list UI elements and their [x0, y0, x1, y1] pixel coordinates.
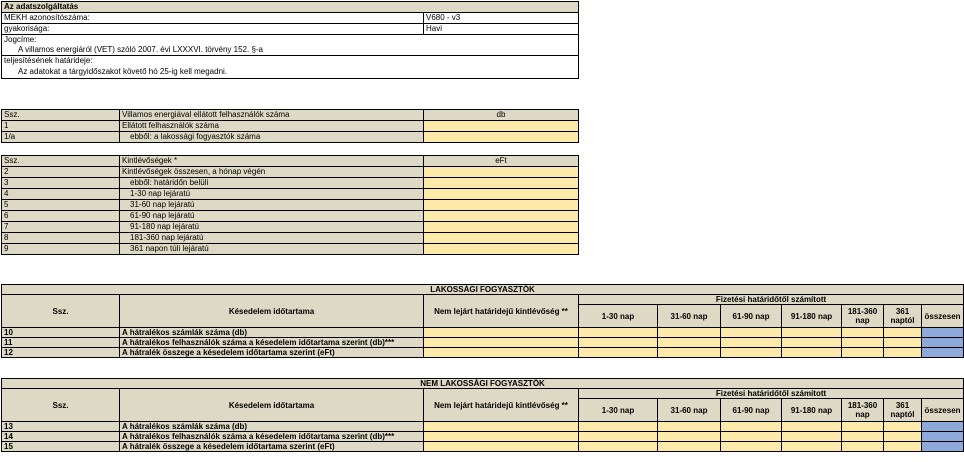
col-total: összesen	[922, 305, 964, 328]
row-label: 361 napon túli lejáratú	[120, 244, 424, 255]
input-cell[interactable]	[424, 422, 579, 432]
input-cell[interactable]	[782, 348, 842, 358]
input-cell[interactable]	[579, 442, 658, 452]
info-label: MEKH azonosítószáma:	[2, 13, 424, 24]
input-cell[interactable]	[658, 442, 721, 452]
input-cell[interactable]	[782, 442, 842, 452]
input-cell[interactable]	[782, 338, 842, 348]
row-ssz: 9	[2, 244, 120, 255]
row-label: A hátralék összege a késedelem időtartama szerint (eFt)	[120, 442, 424, 452]
col-31-60: 31-60 nap	[658, 399, 721, 422]
total-cell	[922, 422, 964, 432]
input-cell[interactable]	[424, 222, 579, 233]
input-cell[interactable]	[424, 189, 579, 200]
info-title: Az adatszolgáltatás	[2, 2, 579, 13]
input-cell[interactable]	[884, 348, 922, 358]
row-label: ebből: határidőn belüli	[120, 178, 424, 189]
input-cell[interactable]	[658, 348, 721, 358]
input-cell[interactable]	[782, 432, 842, 442]
row-label: Ellátott felhasználók száma	[120, 121, 424, 132]
debt-table	[1, 155, 579, 255]
input-cell[interactable]	[842, 422, 884, 432]
row-ssz: 1/a	[2, 132, 120, 143]
row-ssz: 4	[2, 189, 120, 200]
row-ssz: 12	[2, 348, 120, 358]
row-label: 31-60 nap lejáratú	[120, 200, 424, 211]
input-cell[interactable]	[721, 432, 782, 442]
deadline-text: Az adatokat a tárgyidőszakot követő hó 25-ig kell megadni.	[2, 66, 579, 79]
col-delay: Késedelem időtartama	[120, 295, 424, 328]
total-cell	[922, 442, 964, 452]
section-title: NEM LAKOSSÁGI FOGYASZTÓK	[2, 379, 964, 389]
col-ssz: Ssz.	[2, 156, 120, 167]
input-cell[interactable]	[782, 422, 842, 432]
col-361: 361 naptól	[884, 305, 922, 328]
input-cell[interactable]	[424, 121, 579, 132]
row-label: A hátralékos felhasználók száma a késedelem időtartama szerint (db)***	[120, 432, 424, 442]
nonresidential-table	[1, 378, 964, 452]
row-label: A hátralék összege a késedelem időtartama szerint (eFt)	[120, 348, 424, 358]
total-cell	[922, 338, 964, 348]
row-ssz: 11	[2, 338, 120, 348]
row-label: A hátralékos számlák száma (db)	[120, 422, 424, 432]
deadline-label: teljesítésének határideje:	[2, 56, 579, 67]
row-label: A hátralékos felhasználók száma a késedelem időtartama szerint (db)***	[120, 338, 424, 348]
row-label: A hátralékos számlák száma (db)	[120, 328, 424, 338]
input-cell[interactable]	[658, 338, 721, 348]
row-ssz: 5	[2, 200, 120, 211]
input-cell[interactable]	[721, 348, 782, 358]
col-unit: db	[424, 110, 579, 121]
col-91-180: 91-180 nap	[782, 399, 842, 422]
info-value: Havi	[424, 24, 579, 35]
col-ssz: Ssz.	[2, 295, 120, 328]
col-name: Villamos energiával ellátott felhasználók száma	[120, 110, 424, 121]
input-cell[interactable]	[884, 442, 922, 452]
info-label: gyakorisága:	[2, 24, 424, 35]
col-delay: Késedelem időtartama	[120, 389, 424, 422]
col-total: összesen	[922, 399, 964, 422]
users-table	[1, 109, 579, 143]
input-cell[interactable]	[842, 442, 884, 452]
input-cell[interactable]	[424, 432, 579, 442]
row-label: 1-30 nap lejáratú	[120, 189, 424, 200]
row-label: 91-180 nap lejáratú	[120, 222, 424, 233]
col-181-360: 181-360 nap	[842, 305, 884, 328]
input-cell[interactable]	[424, 338, 579, 348]
col-181-360: 181-360 nap	[842, 399, 884, 422]
input-cell[interactable]	[842, 432, 884, 442]
info-table	[1, 1, 579, 79]
col-61-90: 61-90 nap	[721, 399, 782, 422]
input-cell[interactable]	[842, 338, 884, 348]
input-cell[interactable]	[424, 348, 579, 358]
input-cell[interactable]	[842, 348, 884, 358]
row-ssz: 7	[2, 222, 120, 233]
input-cell[interactable]	[884, 338, 922, 348]
col-ssz: Ssz.	[2, 110, 120, 121]
col-61-90: 61-90 nap	[721, 305, 782, 328]
row-ssz: 13	[2, 422, 120, 432]
total-cell	[922, 432, 964, 442]
input-cell[interactable]	[424, 167, 579, 178]
col-name: Kintlévőségek *	[120, 156, 424, 167]
info-value: V680 - v3	[424, 13, 579, 24]
input-cell[interactable]	[424, 442, 579, 452]
input-cell[interactable]	[579, 348, 658, 358]
col-group: Fizetési határidőtől számított	[579, 389, 964, 399]
row-ssz: 14	[2, 432, 120, 442]
input-cell[interactable]	[579, 432, 658, 442]
input-cell[interactable]	[579, 328, 658, 338]
input-cell[interactable]	[884, 432, 922, 442]
total-cell	[922, 348, 964, 358]
row-ssz: 15	[2, 442, 120, 452]
row-ssz: 8	[2, 233, 120, 244]
section-title: LAKOSSÁGI FOGYASZTÓK	[2, 285, 964, 295]
input-cell[interactable]	[424, 328, 579, 338]
row-ssz: 6	[2, 211, 120, 222]
row-ssz: 2	[2, 167, 120, 178]
input-cell[interactable]	[424, 178, 579, 189]
col-31-60: 31-60 nap	[658, 305, 721, 328]
jogcim-label: Jogcíme:	[2, 35, 579, 46]
col-notdue: Nem lejárt határidejű kintlévőség **	[424, 389, 579, 422]
col-group: Fizetési határidőtől számított	[579, 295, 964, 305]
col-unit: eFt	[424, 156, 579, 167]
input-cell[interactable]	[658, 432, 721, 442]
col-notdue: Nem lejárt határidejű kintlévőség **	[424, 295, 579, 328]
row-label: 61-90 nap lejáratú	[120, 211, 424, 222]
input-cell[interactable]	[658, 328, 721, 338]
input-cell[interactable]	[424, 211, 579, 222]
input-cell[interactable]	[721, 328, 782, 338]
row-ssz: 1	[2, 121, 120, 132]
col-91-180: 91-180 nap	[782, 305, 842, 328]
row-label: 181-360 nap lejáratú	[120, 233, 424, 244]
input-cell[interactable]	[579, 338, 658, 348]
input-cell[interactable]	[424, 132, 579, 143]
col-361: 361 naptól	[884, 399, 922, 422]
input-cell[interactable]	[884, 328, 922, 338]
col-1-30: 1-30 nap	[579, 399, 658, 422]
col-ssz: Ssz.	[2, 389, 120, 422]
total-cell	[922, 328, 964, 338]
jogcim-text: A villamos energiáról (VET) szóló 2007. évi LXXXVI. törvény 152. §-a	[2, 45, 579, 56]
col-1-30: 1-30 nap	[579, 305, 658, 328]
input-cell[interactable]	[579, 422, 658, 432]
input-cell[interactable]	[842, 328, 884, 338]
input-cell[interactable]	[721, 442, 782, 452]
input-cell[interactable]	[782, 328, 842, 338]
input-cell[interactable]	[721, 338, 782, 348]
input-cell[interactable]	[721, 422, 782, 432]
input-cell[interactable]	[658, 422, 721, 432]
row-ssz: 3	[2, 178, 120, 189]
residential-table	[1, 284, 964, 358]
input-cell[interactable]	[424, 244, 579, 255]
row-label: ebből: a lakossági fogyasztók száma	[120, 132, 424, 143]
row-ssz: 10	[2, 328, 120, 338]
input-cell[interactable]	[884, 422, 922, 432]
input-cell[interactable]	[424, 200, 579, 211]
row-label: Kintlévőségek összesen, a hónap végén	[120, 167, 424, 178]
input-cell[interactable]	[424, 233, 579, 244]
